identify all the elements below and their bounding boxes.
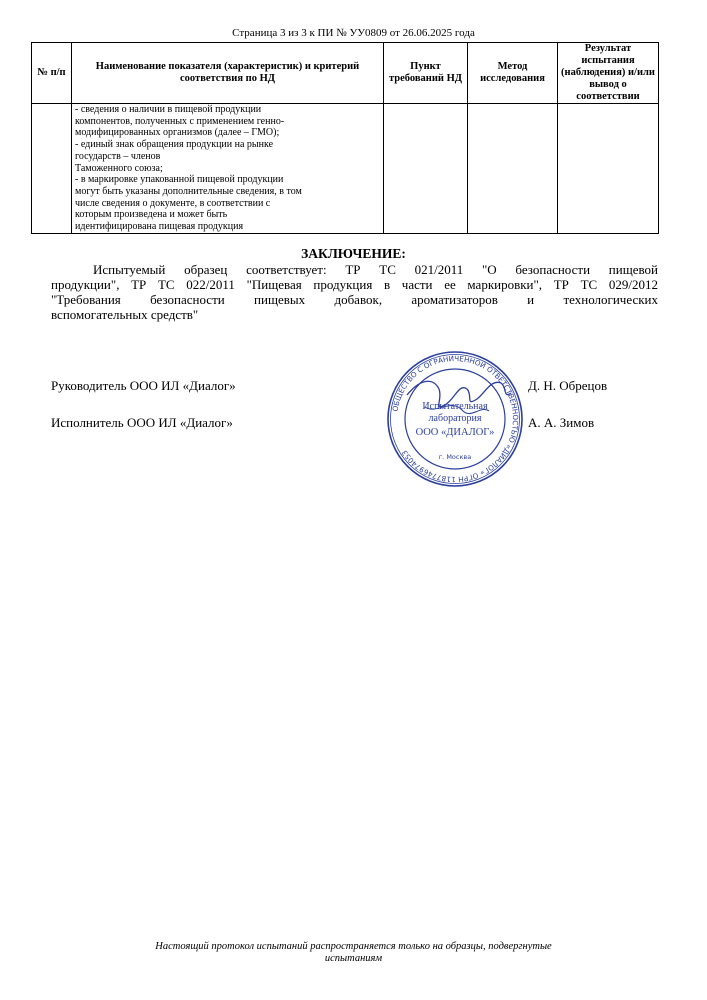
stamp-center-line3: ООО «ДИАЛОГ»	[415, 427, 495, 438]
column-header-method: Метод исследования	[468, 43, 558, 104]
requirement-line: идентифицирована пищевая продукция	[75, 221, 244, 233]
requirement-line: модифицированных организмов (далее – ГМО);	[75, 127, 280, 139]
requirement-line: которым произведена и может быть	[75, 209, 228, 221]
footer-line: испытаниям	[324, 953, 383, 964]
requirement-line: - сведения о наличии в пищевой продукции	[75, 104, 262, 115]
cell-result	[558, 104, 659, 234]
cell-requirement-clause	[384, 104, 468, 234]
column-header-number: № п/п	[32, 43, 72, 104]
column-header-result: Результат испытания (наблюдения) и/или вывод о соответствии	[558, 43, 659, 104]
executor-signature-label: Исполнитель ООО ИЛ «Диалог»	[51, 415, 233, 430]
conclusion-line: Испытуемый образец соответствует: ТР ТС 021/2011 "О безопасности пищевой	[93, 262, 658, 277]
table-row	[32, 104, 659, 234]
results-table	[31, 42, 659, 234]
stamp-ring-text: ОБЩЕСТВО С ОГРАНИЧЕННОЙ ОТВЕТСТВЕННОСТЬЮ «ДИАЛОГ» ОГРН 1187746974053	[390, 353, 521, 485]
requirement-line: могут быть указаны дополнительные сведения, в том	[75, 185, 302, 197]
conclusion-title: ЗАКЛЮЧЕНИЕ:	[301, 246, 406, 261]
conclusion-line: вспомогательных средств"	[51, 307, 199, 322]
requirement-line: числе сведения о документе, в соответствии с	[75, 197, 271, 209]
page-header: Страница 3 из 3 к ПИ № УУ0809 от 26.06.2025 года	[232, 27, 475, 39]
footer-note	[0, 941, 707, 965]
executor-signature-name: А. А. Зимов	[528, 415, 595, 430]
head-signature-name: Д. Н. Обрецов	[528, 378, 608, 393]
stamp-center-line2: лаборатория	[428, 413, 482, 424]
requirement-line: компонентов, полученных с применением генно-	[75, 115, 285, 127]
conclusion-body	[51, 262, 658, 322]
requirement-line: - единый знак обращения продукции на рынке	[75, 139, 274, 151]
stamp-city: г. Москва	[438, 453, 472, 461]
conclusion-line: продукции", ТР ТС 022/2011 "Пищевая продукция в части ее маркировки", ТР ТС 029/2012	[51, 277, 658, 292]
table-header-row	[32, 43, 659, 104]
stamp-center-line1: Испытательная	[422, 401, 488, 412]
column-header-indicator: Наименование показателя (характеристик) и критерий соответствия по НД	[72, 43, 384, 104]
requirement-line: Таможенного союза;	[75, 162, 163, 174]
cell-number	[32, 104, 72, 234]
laboratory-stamp	[385, 349, 525, 489]
requirement-line: государств – членов	[75, 150, 161, 162]
column-header-requirement-clause: Пункт требований НД	[384, 43, 468, 104]
cell-method	[468, 104, 558, 234]
footer-line: Настоящий протокол испытаний распространяется только на образцы, подвергнутые	[155, 941, 552, 952]
requirement-line: - в маркировке упакованной пищевой продукции	[75, 174, 284, 186]
head-signature-label: Руководитель ООО ИЛ «Диалог»	[51, 378, 236, 393]
conclusion-line: "Требования безопасности пищевых добавок, ароматизаторов и технологических	[51, 292, 658, 307]
cell-indicator	[72, 104, 384, 234]
